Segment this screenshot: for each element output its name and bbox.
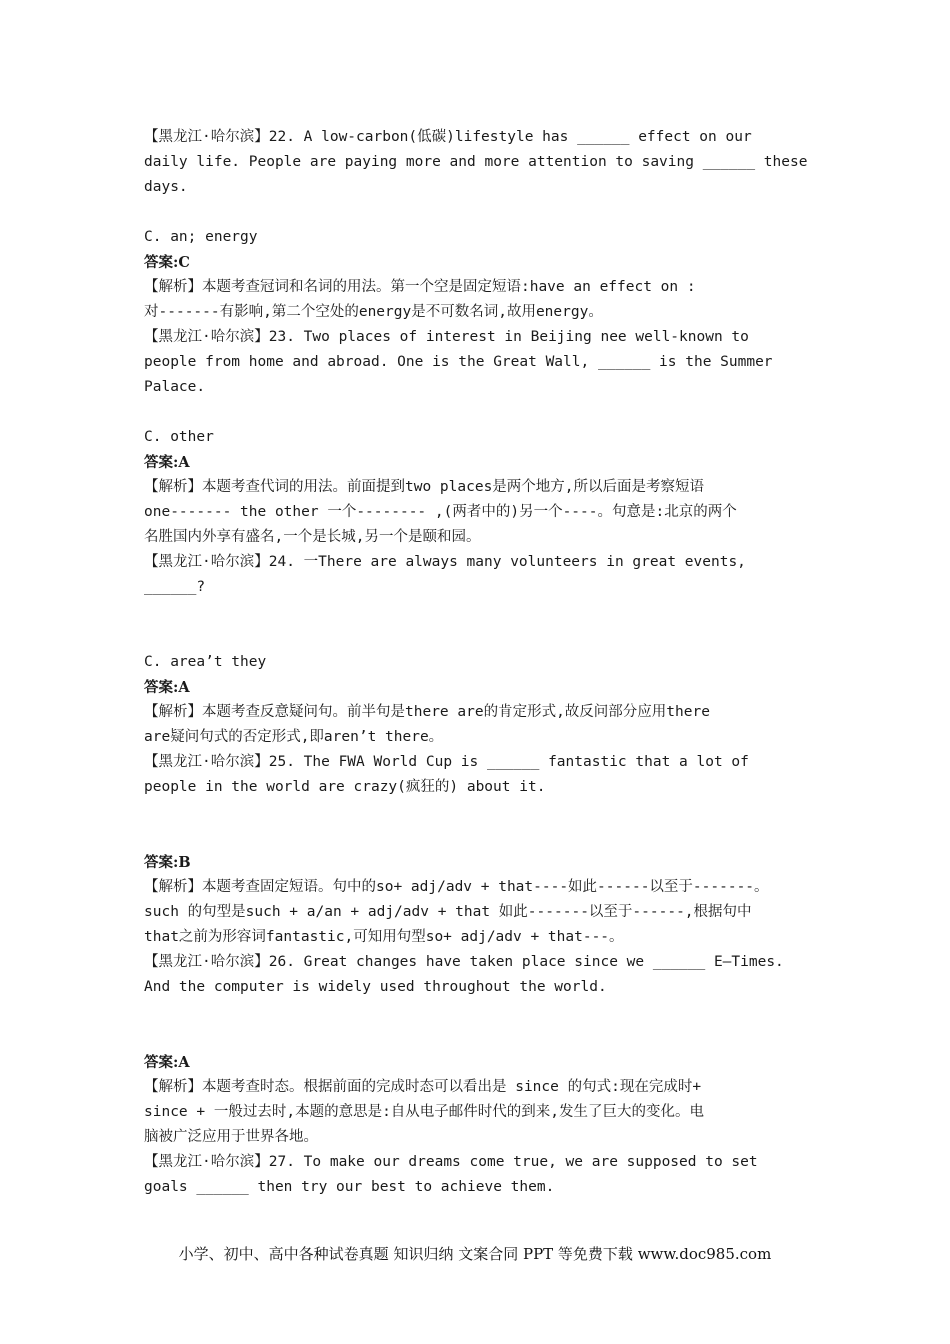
q25-answer: 答案:B xyxy=(144,854,191,871)
q22-line-1: 【黑龙江·哈尔滨】22. A low-carbon(低碳)lifestyle has ______ effect on our xyxy=(144,129,752,145)
q25-explanation-3: that之前为形容词fantastic,可知用句型so+ adj/adv + that---。 xyxy=(144,929,624,945)
q27-line-2: goals ______ then try our best to achieve them. xyxy=(144,1179,555,1195)
q25-explanation-2: such 的句型是such + a/an + adj/adv + that 如此-------以至于------,根据句中 xyxy=(144,904,752,920)
page-footer: 小学、初中、高中各种试卷真题 知识归纳 文案合同 PPT 等免费下载 www.doc985.com xyxy=(178,1245,772,1263)
q24-line-1: 【黑龙江·哈尔滨】24. 一There are always many volunteers in great events, xyxy=(144,554,746,570)
q23-line-2: people from home and abroad. One is the Great Wall, ______ is the Summer xyxy=(144,354,773,370)
q24-explanation-1: 【解析】本题考查反意疑问句。前半句是there are的肯定形式,故反问部分应用there xyxy=(144,704,710,720)
q23-answer: 答案:A xyxy=(144,454,190,471)
q24-line-2: ______? xyxy=(144,579,206,595)
q27-line-1: 【黑龙江·哈尔滨】27. To make our dreams come true, we are supposed to set xyxy=(144,1154,758,1170)
q22-option-c: C. an; energy xyxy=(144,229,258,245)
q24-answer: 答案:A xyxy=(144,679,190,696)
q26-explanation-1: 【解析】本题考查时态。根据前面的完成时态可以看出是 since 的句式:现在完成时+ xyxy=(144,1079,702,1095)
q24-reply-row xyxy=(144,600,810,625)
q24-option-c: C. area’t they xyxy=(144,654,267,670)
q26-line-1: 【黑龙江·哈尔滨】26. Great changes have taken place since we ______ E—Times. xyxy=(144,954,784,970)
q23-explanation-1: 【解析】本题考查代词的用法。前面提到two places是两个地方,所以后面是考察短语 xyxy=(144,479,705,495)
q22-line-3: days. xyxy=(144,179,188,195)
q25-line-2: people in the world are crazy(疯狂的) about it. xyxy=(144,779,546,795)
q23-line-3: Palace. xyxy=(144,379,206,395)
q23-explanation-3: 名胜国内外享有盛名,一个是长城,另一个是颐和园。 xyxy=(144,529,481,545)
q23-options xyxy=(144,400,810,425)
q25-line-1: 【黑龙江·哈尔滨】25. The FWA World Cup is ______ fantastic that a lot of xyxy=(144,754,749,770)
q26-options xyxy=(144,1000,810,1025)
q22-explanation-1: 【解析】本题考查冠词和名词的用法。第一个空是固定短语:have an effect on : xyxy=(144,279,696,295)
q25-options xyxy=(144,800,810,825)
q23-explanation-2: one------- the other 一个-------- ,(两者中的)另一个----。句意是:北京的两个 xyxy=(144,504,737,520)
q26-answer: 答案:A xyxy=(144,1054,190,1071)
q26-options-2 xyxy=(144,1025,810,1050)
q22-line-2: daily life. People are paying more and more attention to saving ______ these xyxy=(144,154,808,170)
q23-line-1: 【黑龙江·哈尔滨】23. Two places of interest in Beijing nee well-known to xyxy=(144,329,749,345)
q26-line-2: And the computer is widely used throughout the world. xyxy=(144,979,607,995)
q26-explanation-2: since + 一般过去时,本题的意思是:自从电子邮件时代的到来,发生了巨大的变化。电 xyxy=(144,1104,705,1120)
q22-explanation-2: 对-------有影响,第二个空处的energy是不可数名词,故用energy。 xyxy=(144,304,603,320)
q22-answer: 答案:C xyxy=(144,254,190,271)
q25-explanation-1: 【解析】本题考查固定短语。句中的so+ adj/adv + that----如此------以至于-------。 xyxy=(144,879,769,895)
q22-options xyxy=(144,200,810,225)
q25-options-2 xyxy=(144,825,810,850)
q26-explanation-3: 脑被广泛应用于世界各地。 xyxy=(144,1129,318,1145)
q23-option-c: C. other xyxy=(144,429,214,445)
document-body xyxy=(144,125,810,1200)
q24-options xyxy=(144,625,810,650)
q24-explanation-2: are疑问句式的否定形式,即aren’t there。 xyxy=(144,729,444,745)
